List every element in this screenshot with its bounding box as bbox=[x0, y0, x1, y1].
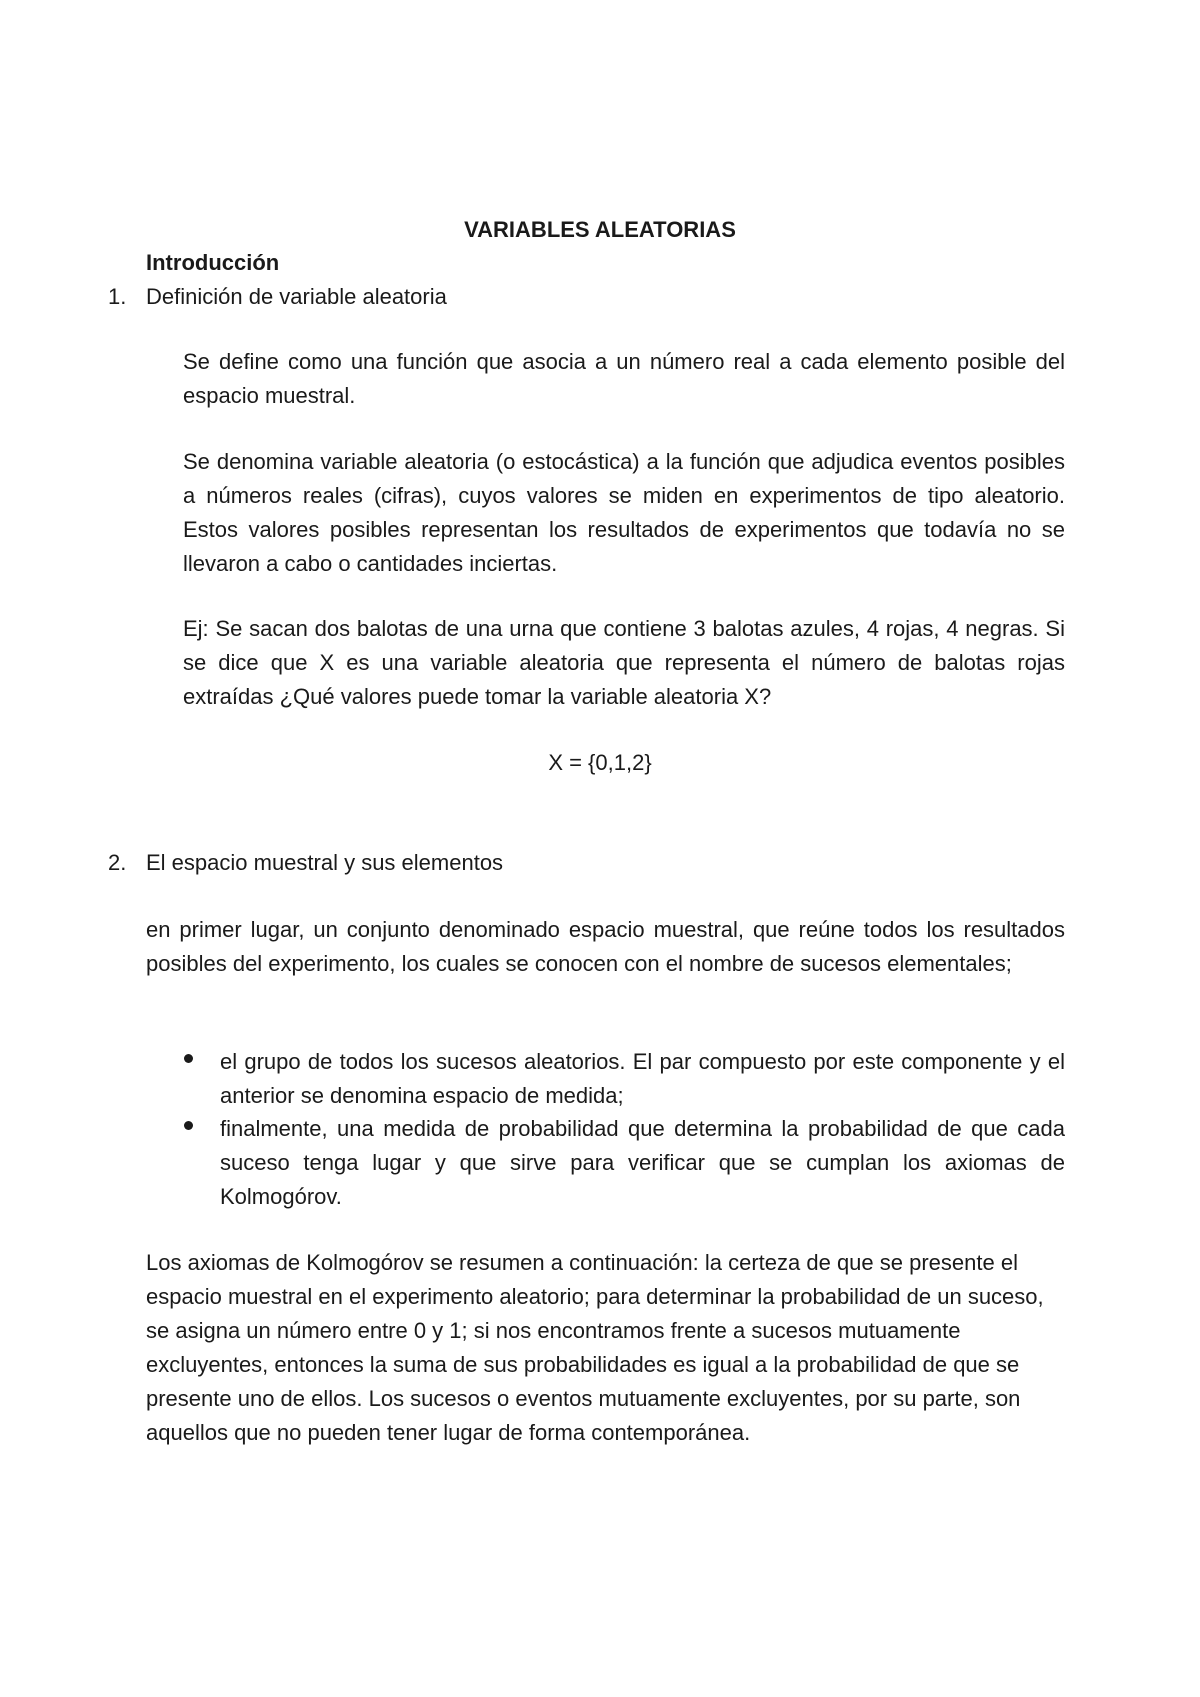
list-item: el grupo de todos los sucesos aleatorios. El par compuesto por este componente y el anterior se denomina espacio de medida; bbox=[220, 1049, 1065, 1108]
section2-number: 2. bbox=[108, 850, 127, 875]
example-formula: X = {0,1,2} bbox=[548, 750, 652, 775]
section1-number: 1. bbox=[108, 284, 127, 309]
list-item: finalmente, una medida de probabilidad que determina la probabilidad de que cada suceso tenga lugar y que sirve para verificar que se cumplan los axiomas de Kolmogórov. bbox=[220, 1116, 1065, 1209]
section2-paragraph-axioms: Los axiomas de Kolmogórov se resumen a continuación: la certeza de que se presente el espacio muestral en el experimento aleatorio; para determinar la probabilidad de un suceso, se asigna un número entre 0 y 1; si nos encontramos frente a sucesos mutuamente excluyentes, entonces la suma de sus probabilidades es igual a la probabilidad de que se presente uno de ellos. Los sucesos o eventos mutuamente excluyentes, por su parte, son aquellos que no pueden tener lugar de forma contemporánea. bbox=[146, 1250, 1044, 1445]
section2-heading: El espacio muestral y sus elementos bbox=[146, 850, 504, 875]
section1-example: Ej: Se sacan dos balotas de una urna que contiene 3 balotas azules, 4 rojas, 4 negras. Si se dice que X es una variable aleatoria que representa el número de balotas rojas extraídas ¿Qué valores puede tomar la variable aleatoria X? bbox=[183, 616, 1065, 709]
section2-paragraph-sample-space: en primer lugar, un conjunto denominado espacio muestral, que reúne todos los resultados posibles del experimento, los cuales se conocen con el nombre de sucesos elementales; bbox=[146, 917, 1065, 976]
document-title: VARIABLES ALEATORIAS bbox=[464, 217, 736, 242]
section1-paragraph-definition: Se define como una función que asocia a un número real a cada elemento posible del espacio muestral. bbox=[183, 349, 1065, 408]
bullet-icon bbox=[184, 1054, 193, 1063]
intro-heading: Introducción bbox=[146, 250, 280, 275]
section1-paragraph-denomination: Se denomina variable aleatoria (o estocástica) a la función que adjudica eventos posibles a números reales (cifras), cuyos valores se miden en experimentos de tipo aleatorio. Estos valores posibles representan los resultados de experimentos que todavía no se llevaron a cabo o cantidades inciertas. bbox=[183, 449, 1065, 576]
section1-heading: Definición de variable aleatoria bbox=[146, 284, 447, 309]
bullet-icon bbox=[184, 1121, 193, 1130]
